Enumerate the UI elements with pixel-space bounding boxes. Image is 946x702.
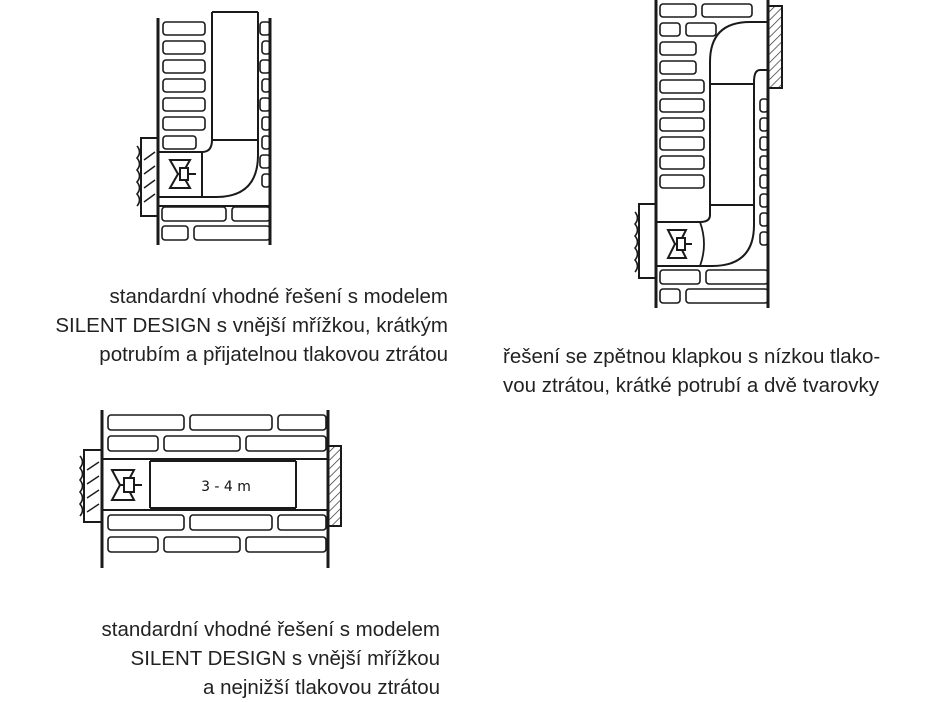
duct-length-label: 3 - 4 m: [201, 479, 251, 495]
diagram-a-vertical-elbow: [137, 12, 270, 245]
diagram-c-straight-duct: [80, 410, 341, 568]
diagram-b-lower-grille: [635, 204, 656, 278]
diagram-a-external-grille: [137, 138, 158, 216]
caption-standard-solution-lowest-loss: [102, 615, 440, 702]
diagram-c-right-grille: [328, 446, 341, 526]
caption-b-line-1: řešení se zpětnou klapkou s nízkou tlako-: [503, 345, 881, 368]
caption-c-line-3: a nejnižší tlakovou ztrátou: [202, 676, 440, 699]
caption-standard-solution-short-duct: [55, 282, 448, 369]
diagram-c-fan-icon: [112, 470, 142, 500]
caption-c-line-1: standardní vhodné řešení s modelem: [101, 618, 440, 641]
caption-c-line-2: SILENT DESIGN s vnější mřížkou: [130, 647, 440, 670]
caption-b-line-2: vou ztrátou, krátké potrubí a dvě tvarovky: [503, 374, 880, 397]
caption-a-line-3: potrubím a přijatelnou tlakovou ztrátou: [99, 343, 448, 366]
diagram-b-fan-icon: [668, 230, 692, 258]
diagram-a-fan-icon: [170, 160, 196, 188]
caption-a-line-2: SILENT DESIGN s vnější mřížkou, krátkým: [55, 314, 448, 337]
caption-a-line-1: standardní vhodné řešení s modelem: [109, 285, 448, 308]
diagram-a-wall: [158, 18, 270, 245]
diagram-c-left-grille: [80, 450, 102, 522]
diagram-b-double-elbow: [635, 0, 782, 308]
diagram-b-upper-grille: [768, 6, 782, 88]
caption-backflow-damper-solution: [503, 342, 880, 400]
